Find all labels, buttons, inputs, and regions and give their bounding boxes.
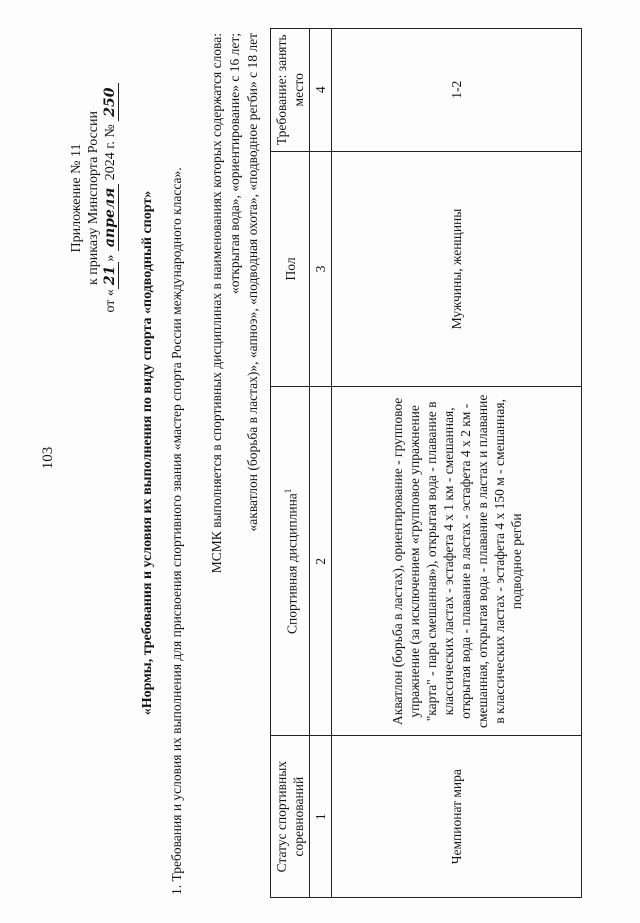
msmk-line-2: «открытая вода», «ориентирование» с 16 лет; [227, 33, 242, 294]
header-place: Требование: занять место [271, 29, 310, 152]
norms-table [270, 28, 582, 898]
header-status: Статус спортивных соревнований [271, 736, 310, 898]
appendix-block [68, 33, 119, 363]
cell-discipline: Акватлон (борьба в ластах), ориентирование - групповое упражнение (за исключением «групповое упражнение "карта" - пара смешанная»), открытая вода - плавание в классических ластах - эстафета 4 х 1 км - смешанная, открытая вода - плавание в ластах - эстафета 4 х 2 км - смешанная, открытая вода - плавание в ластах и плавание в классических ластах - эстафета 4 х 150 м - смешанная, подводное регби [332, 387, 582, 736]
msmk-conditions [208, 33, 262, 663]
page-number: 103 [40, 446, 56, 470]
intro-paragraph: 1. Требования и условия их выполнения для присвоения спортивного звания «мастер спорта России международного класса». [169, 167, 184, 895]
header-gender: Пол [271, 151, 310, 387]
table-number-row [310, 29, 332, 898]
date-mid: » [103, 254, 118, 262]
column-number: 2 [310, 387, 332, 736]
order-number: 250 [102, 83, 119, 120]
footnote-marker: 1 [282, 488, 293, 494]
date-day: 21 [102, 262, 119, 289]
appendix-line-1: Приложение № 11 [69, 143, 84, 253]
cell-status: Чемпионат мира [332, 736, 582, 898]
date-year: 2024 г. № [103, 124, 118, 181]
column-number: 4 [310, 29, 332, 152]
column-number: 1 [310, 736, 332, 898]
msmk-line-1: МСМК выполняется в спортивных дисциплинах в наименованиях которых содержатся слова: [209, 33, 224, 574]
appendix-line-2: к приказу Минспорта России [86, 111, 101, 285]
cell-gender: Мужчины, женщины [332, 151, 582, 387]
table-row [332, 29, 582, 898]
document-title: «Нормы, требования и условия их выполнения по виду спорта «подводный спорт» [140, 190, 155, 716]
cell-place: 1-2 [332, 29, 582, 152]
column-number: 3 [310, 151, 332, 387]
appendix-line-3 [102, 33, 119, 363]
table-header-row [271, 29, 310, 898]
date-month: апреля [102, 184, 119, 251]
msmk-line-3: «акватлон (борьба в ластах)», «апноэ», «подводная охота», «подводное регби» с 18 лет [245, 33, 260, 532]
date-prefix: от « [103, 289, 118, 313]
header-discipline [271, 387, 310, 736]
header-discipline-label: Спортивная дисциплина [284, 493, 300, 634]
